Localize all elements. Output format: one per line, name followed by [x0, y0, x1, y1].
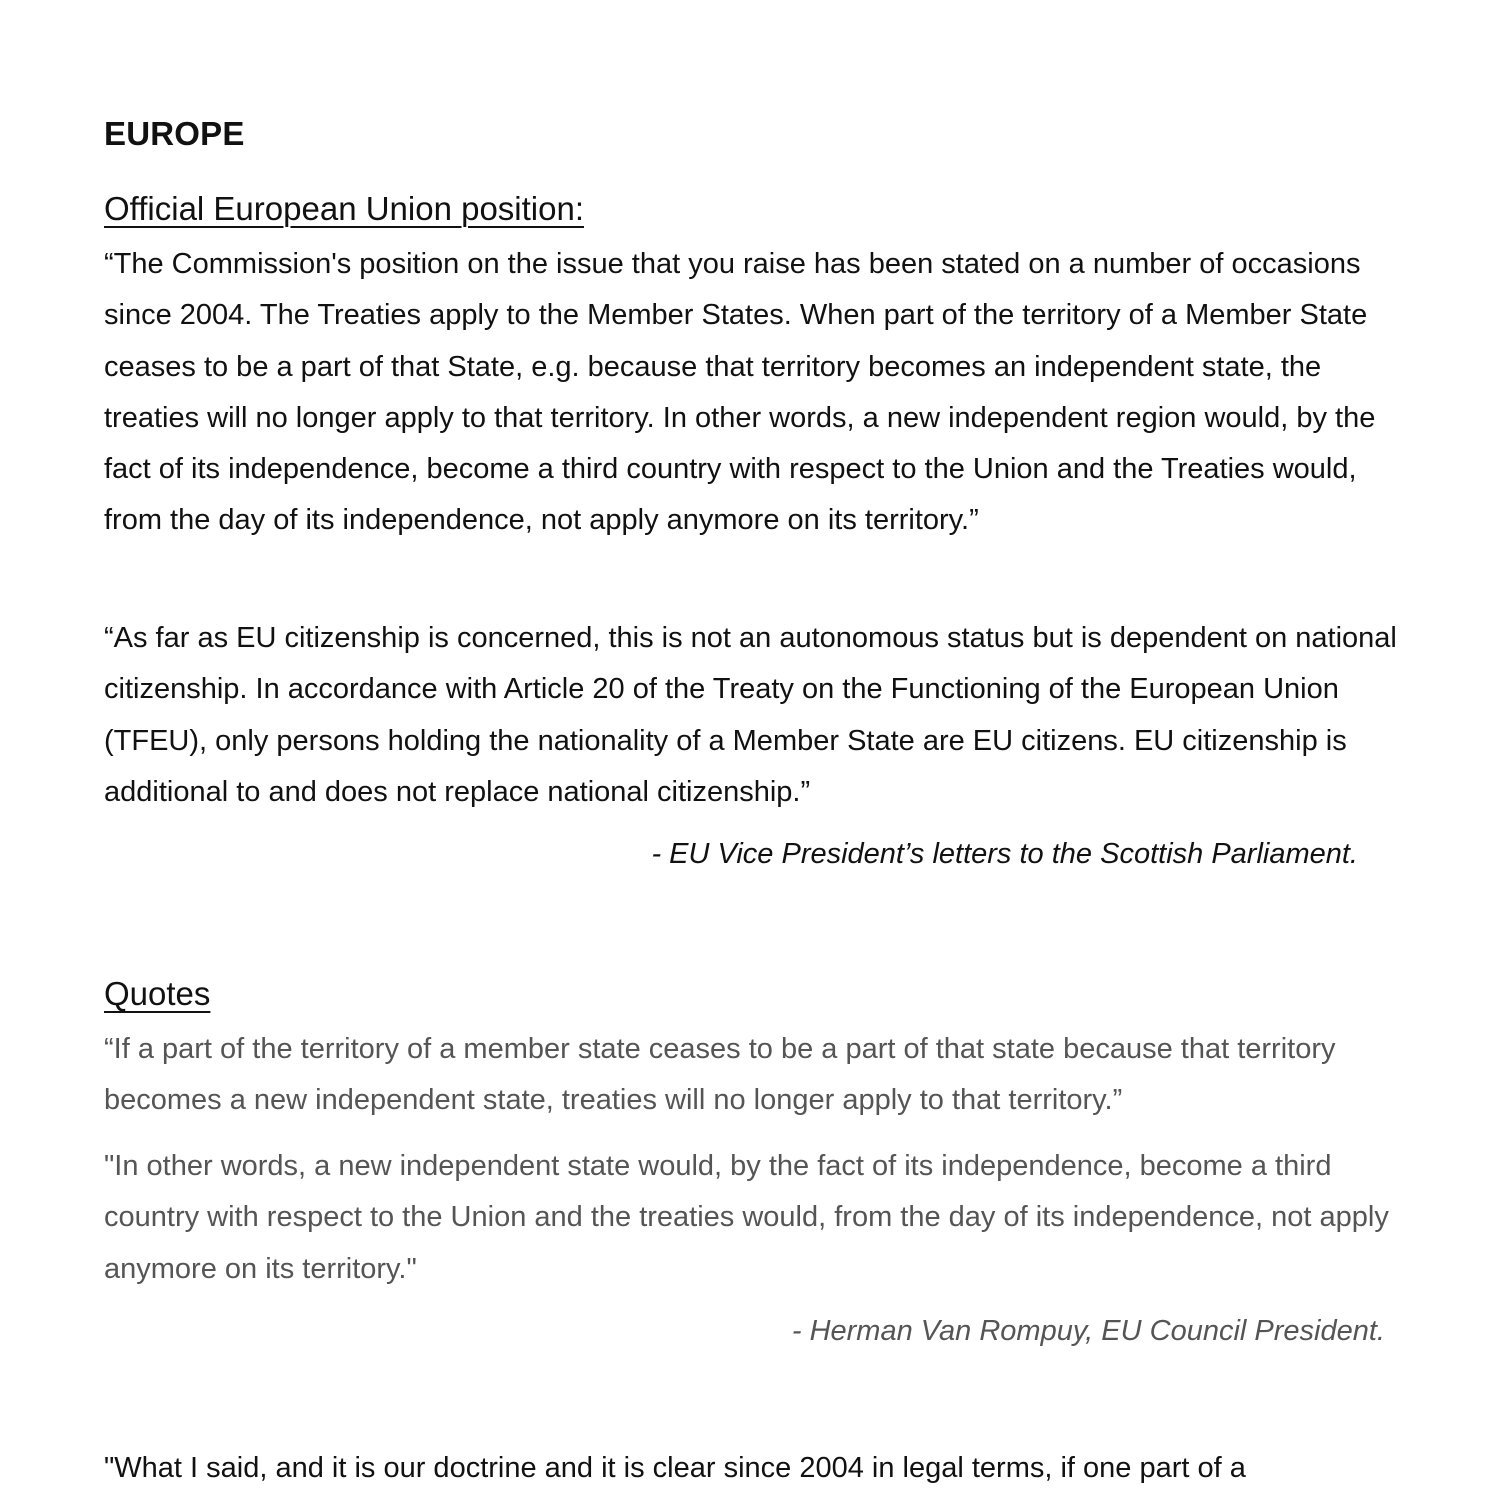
- page-title: EUROPE: [104, 115, 245, 152]
- official-citizenship-paragraph: “As far as EU citizenship is concerned, this is not an autonomous status but is dependent on national citizenship. In accordance with Article 20 of the Treaty on the Functioning of the European Union (TFEU), only persons holding the nationality of a Member State are EU citizens. EU citizenship is additional to and does not replace national citizenship.”: [104, 622, 1397, 808]
- section-heading-quotes: Quotes: [104, 975, 211, 1012]
- quote-paragraph: “If a part of the territory of a member state ceases to be a part of that state because that territory becomes a new independent state, treaties will no longer apply to that territory.”: [104, 1033, 1336, 1117]
- section-heading-official-position: Official European Union position:: [104, 190, 585, 227]
- quote-paragraph: "In other words, a new independent state would, by the fact of its independence, become a third country with respect to the Union and the treaties would, from the day of its independence, not apply anymore on its territory.": [104, 1150, 1389, 1285]
- quotes-attribution: - Herman Van Rompuy, EU Council President.: [791, 1315, 1385, 1347]
- quote-paragraph-partial: "What I said, and it is our doctrine and it is clear since 2004 in legal terms, if one part of a: [104, 1452, 1246, 1484]
- official-attribution: - EU Vice President’s letters to the Scottish Parliament.: [651, 838, 1358, 870]
- official-quote-paragraph: “The Commission's position on the issue that you raise has been stated on a number of occasions since 2004. The Treaties apply to the Member States. When part of the territory of a Member State ceases to be a part of that State, e.g. because that territory becomes an independent state, the treaties will no longer apply to that territory. In other words, a new independent region would, by the fact of its independence, become a third country with respect to the Union and the Treaties would, from the day of its independence, not apply anymore on its territory.”: [104, 248, 1376, 537]
